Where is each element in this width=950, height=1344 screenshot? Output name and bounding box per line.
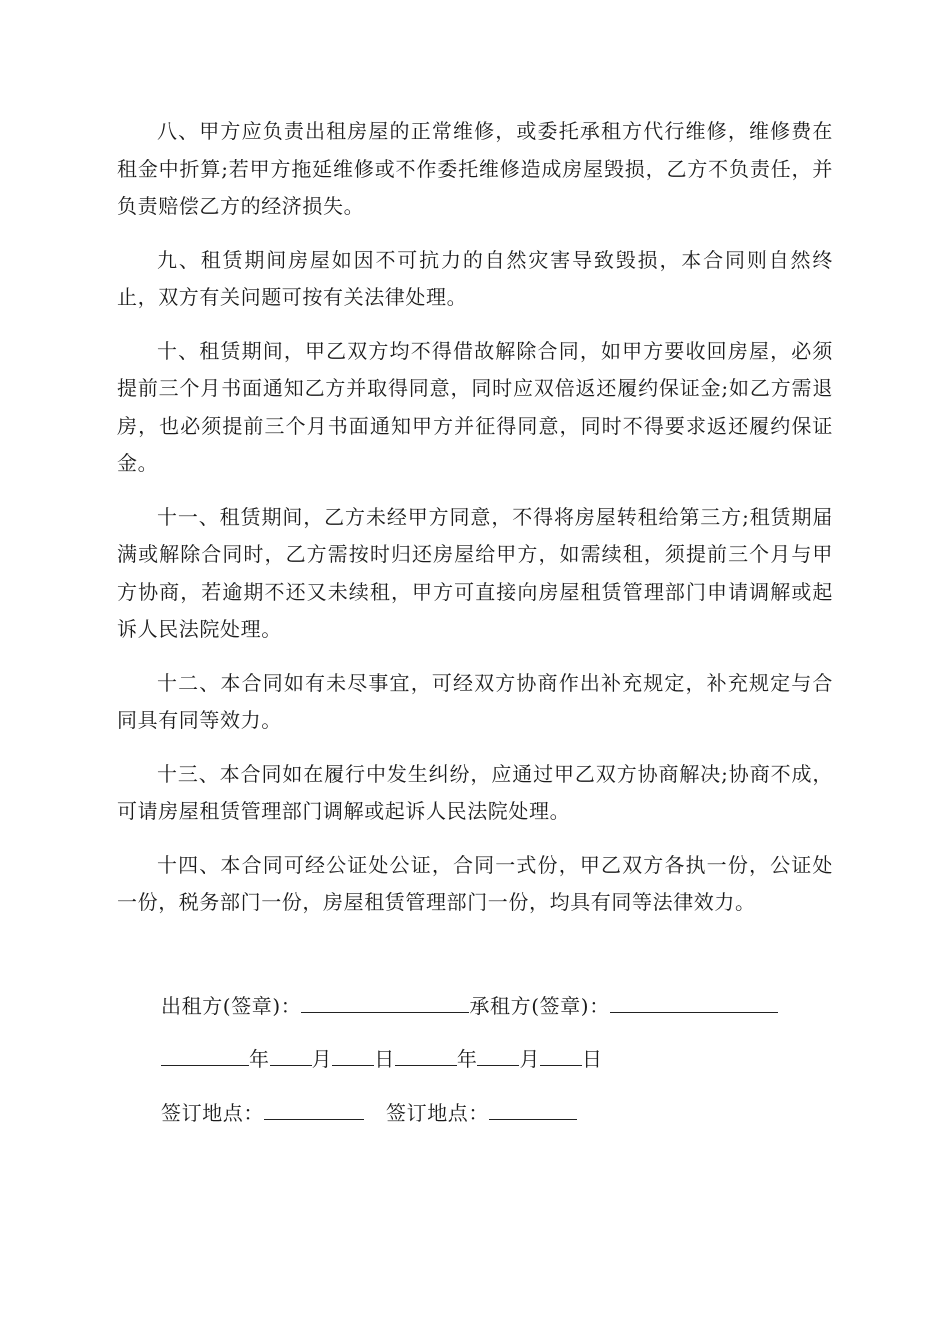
date-row (161, 1043, 603, 1072)
signature-row (161, 990, 778, 1019)
day-label: 日 (582, 1047, 603, 1071)
year-label: 年 (249, 1047, 270, 1071)
clause-8: 八、甲方应负责出租房屋的正常维修，或委托承租方代行维修，维修费在租金中折算;若甲方拖延维修或不作委托维修造成房屋毁损，乙方不负责任，并负责赔偿乙方的经济损失。 (117, 119, 833, 218)
lessee-label: 承租方(签章)： (469, 994, 610, 1018)
lessee-year-blank[interactable] (395, 1047, 457, 1066)
place-row (161, 1097, 577, 1126)
clause-14: 十四、本合同可经公证处公证，合同一式份，甲乙双方各执一份，公证处一份，税务部门一份，房屋租赁管理部门一份，均具有同等法律效力。 (117, 852, 833, 914)
clause-13: 十三、本合同如在履行中发生纠纷，应通过甲乙双方协商解决;协商不成，可请房屋租赁管理部门调解或起诉人民法院处理。 (117, 761, 833, 823)
lessor-month-blank[interactable] (270, 1047, 312, 1066)
lessor-signature-blank[interactable] (301, 994, 469, 1013)
lessor-place-blank[interactable] (264, 1101, 364, 1120)
lessor-year-blank[interactable] (161, 1047, 249, 1066)
lessee-place-blank[interactable] (489, 1101, 577, 1120)
month-label: 月 (519, 1047, 541, 1071)
clause-12: 十二、本合同如有未尽事宜，可经双方协商作出补充规定，补充规定与合同具有同等效力。 (117, 670, 833, 732)
lessee-signature-blank[interactable] (610, 994, 778, 1013)
day-label: 日 (374, 1047, 395, 1071)
clause-10: 十、租赁期间，甲乙双方均不得借故解除合同，如甲方要收回房屋，必须提前三个月书面通知乙方并取得同意，同时应双倍返还履约保证金;如乙方需退房，也必须提前三个月书面通知甲方并征得同意，同时不得要求返还履约保证金。 (117, 338, 833, 475)
lessor-label: 出租方(签章)： (161, 994, 302, 1018)
clause-list (117, 113, 833, 938)
lessee-month-blank[interactable] (477, 1047, 519, 1066)
lessor-place-label: 签订地点： (161, 1101, 264, 1125)
year-label: 年 (456, 1047, 478, 1071)
lessee-day-blank[interactable] (540, 1047, 582, 1066)
lessor-day-blank[interactable] (332, 1047, 374, 1066)
month-label: 月 (311, 1047, 333, 1071)
lessee-place-label: 签订地点： (386, 1101, 489, 1125)
clause-11: 十一、租赁期间，乙方未经甲方同意，不得将房屋转租给第三方;租赁期届满或解除合同时，乙方需按时归还房屋给甲方，如需续租，须提前三个月与甲方协商，若逾期不还又未续租，甲方可直接向房屋租赁管理部门申请调解或起诉人民法院处理。 (117, 504, 833, 641)
clause-9: 九、租赁期间房屋如因不可抗力的自然灾害导致毁损，本合同则自然终止，双方有关问题可按有关法律处理。 (117, 247, 833, 309)
